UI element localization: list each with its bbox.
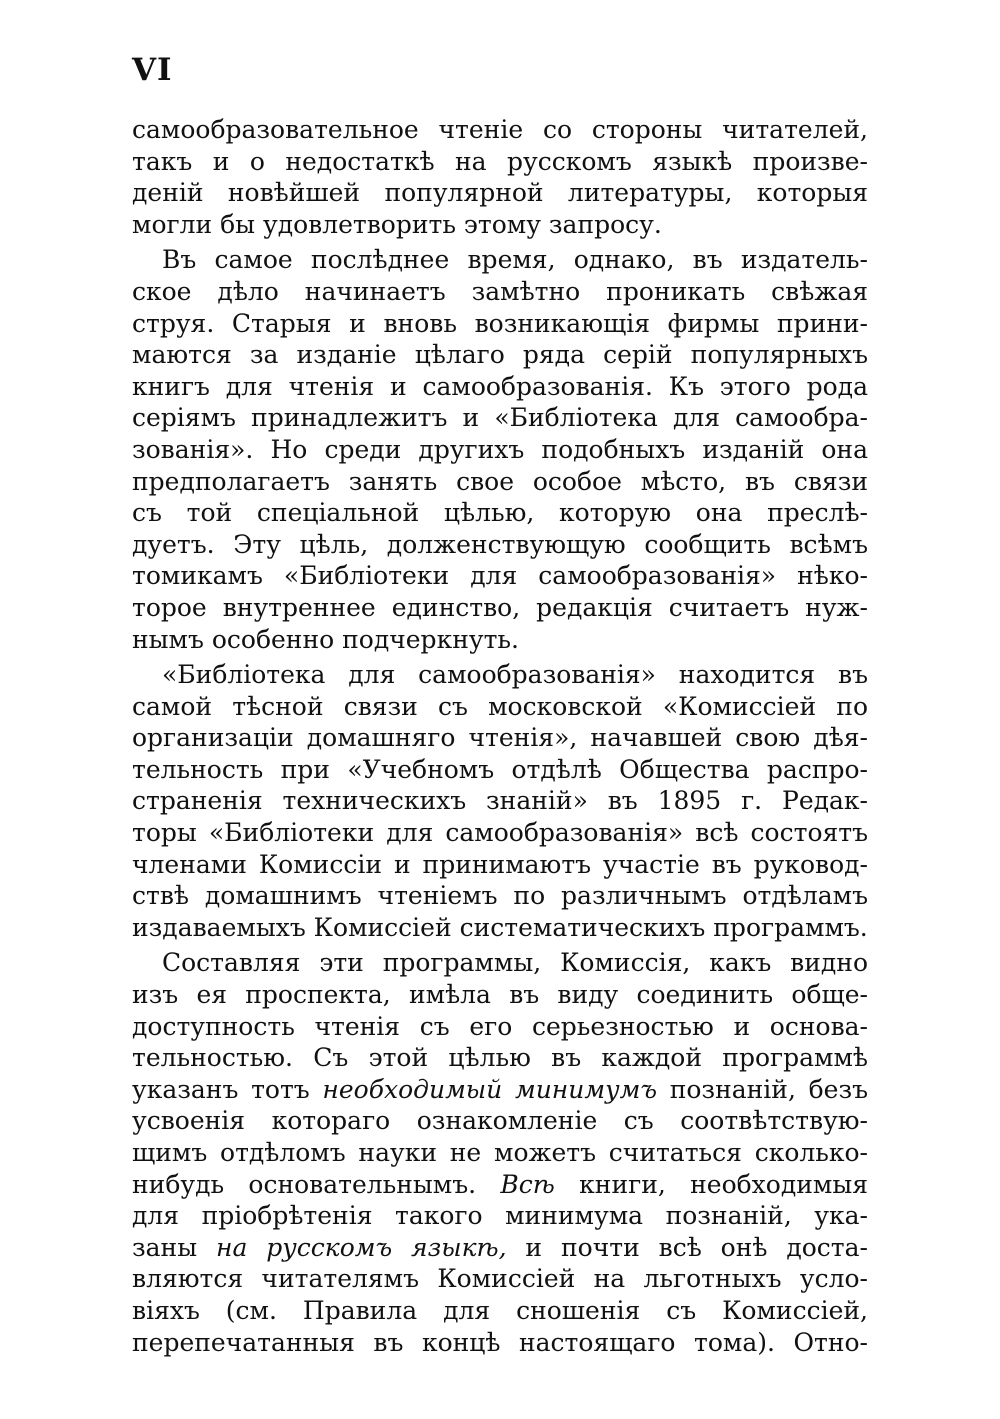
text-line: вляются читателямъ Комиссіей на льготныхъ усло- bbox=[132, 1264, 868, 1294]
text-line: струя. Старыя и вновь возникающія фирмы прини- bbox=[132, 308, 868, 338]
text-line: для пріобрѣтенія такого минимума познаній, ука- bbox=[132, 1201, 868, 1231]
text-line: зованія». Но среди другихъ подобныхъ изданій она bbox=[132, 434, 868, 464]
text-segment: познаній, безъ bbox=[657, 1074, 869, 1104]
text-line: перепечатанныя въ концѣ настоящаго тома). Отно- bbox=[132, 1327, 868, 1357]
text-line: торы «Библіотеки для самообразованія» всѣ состоятъ bbox=[132, 818, 868, 848]
text-line: такъ и о недостаткѣ на русскомъ языкѣ произве- bbox=[132, 146, 868, 176]
text-line: тельность при «Учебномъ отдѣлѣ Общества распро- bbox=[132, 754, 868, 784]
page-number: VI bbox=[132, 52, 173, 88]
text-line: тельностью. Съ этой цѣлью въ каждой программѣ bbox=[132, 1043, 868, 1073]
text-line: ское дѣло начинаетъ замѣтно проникать свѣжая bbox=[132, 276, 868, 306]
text-line: усвоенія котораго ознакомленіе съ соотвѣтствую- bbox=[132, 1106, 868, 1136]
text-line: «Библіотека для самообразованія» находится въ bbox=[162, 660, 868, 690]
paragraph bbox=[132, 114, 868, 240]
text-line: изъ ея проспекта, имѣла въ виду соединить обще- bbox=[132, 980, 868, 1010]
text-line: доступность чтенія съ его серьезностью и основа- bbox=[132, 1011, 868, 1041]
text-line: книгъ для чтенія и самообразованія. Къ этого рода bbox=[132, 371, 868, 401]
text-line: предполагаетъ занять свое особое мѣсто, въ связи bbox=[132, 466, 868, 496]
text-line: самообразовательное чтеніе со стороны читателей, bbox=[132, 115, 868, 144]
body-text bbox=[132, 114, 868, 1358]
text-line: дуетъ. Эту цѣль, долженствующую сообщить всѣмъ bbox=[132, 529, 868, 559]
text-line: Составляя эти программы, Комиссія, какъ видно bbox=[162, 948, 868, 978]
text-segment: заны bbox=[132, 1232, 216, 1262]
text-line: маются за изданіе цѣлаго ряда серій популярныхъ bbox=[132, 340, 868, 370]
text-line: нымъ особенно подчеркнуть. bbox=[132, 624, 519, 654]
paragraph bbox=[132, 947, 868, 1358]
text-line: могли бы удовлетворить этому запросу. bbox=[132, 209, 662, 239]
text-line: ствѣ домашнимъ чтеніемъ по различнымъ отдѣламъ bbox=[132, 881, 868, 911]
text-line: щимъ отдѣломъ науки не можетъ считаться сколько- bbox=[132, 1138, 868, 1167]
text-segment: указанъ тотъ bbox=[132, 1074, 323, 1104]
text-segment: книги, необходимыя bbox=[554, 1169, 868, 1199]
text-line bbox=[132, 1232, 868, 1264]
text-line: организаціи домашняго чтенія», начавшей свою дѣя- bbox=[132, 723, 868, 753]
text-line bbox=[132, 1074, 868, 1106]
text-line: членами Комиссіи и принимаютъ участіе въ руковод- bbox=[132, 849, 868, 879]
text-line bbox=[132, 1169, 868, 1201]
text-line: страненія техническихъ знаній» въ 1895 г. Редак- bbox=[132, 786, 868, 816]
text-line: Въ самое послѣднее время, однако, въ издатель- bbox=[162, 245, 868, 275]
text-segment: и почти всѣ онѣ доста- bbox=[506, 1232, 868, 1262]
italic-emphasis: Всѣ bbox=[500, 1169, 555, 1199]
text-line: торое внутреннее единство, редакція считаетъ нуж- bbox=[132, 592, 868, 622]
paragraph bbox=[132, 244, 868, 655]
text-segment: нибудь основательнымъ. bbox=[132, 1169, 501, 1199]
italic-emphasis: необходимый минимумъ bbox=[322, 1074, 657, 1104]
italic-emphasis: на русскомъ языкѣ, bbox=[216, 1232, 507, 1262]
text-line: издаваемыхъ Комиссіей систематическихъ программъ. bbox=[132, 912, 868, 942]
text-line: томикамъ «Библіотеки для самообразованія» нѣко- bbox=[132, 561, 868, 591]
text-line: деній новѣйшей популярной литературы, которыя bbox=[132, 178, 868, 208]
text-line: самой тѣсной связи съ московской «Комиссіей по bbox=[132, 691, 868, 721]
paragraph bbox=[132, 659, 868, 943]
text-line: віяхъ (см. Правила для сношенія съ Комиссіей, bbox=[132, 1295, 868, 1325]
text-line: съ той спеціальной цѣлью, которую она преслѣ- bbox=[132, 498, 868, 528]
text-line: серіямъ принадлежитъ и «Библіотека для самообра- bbox=[132, 403, 868, 433]
